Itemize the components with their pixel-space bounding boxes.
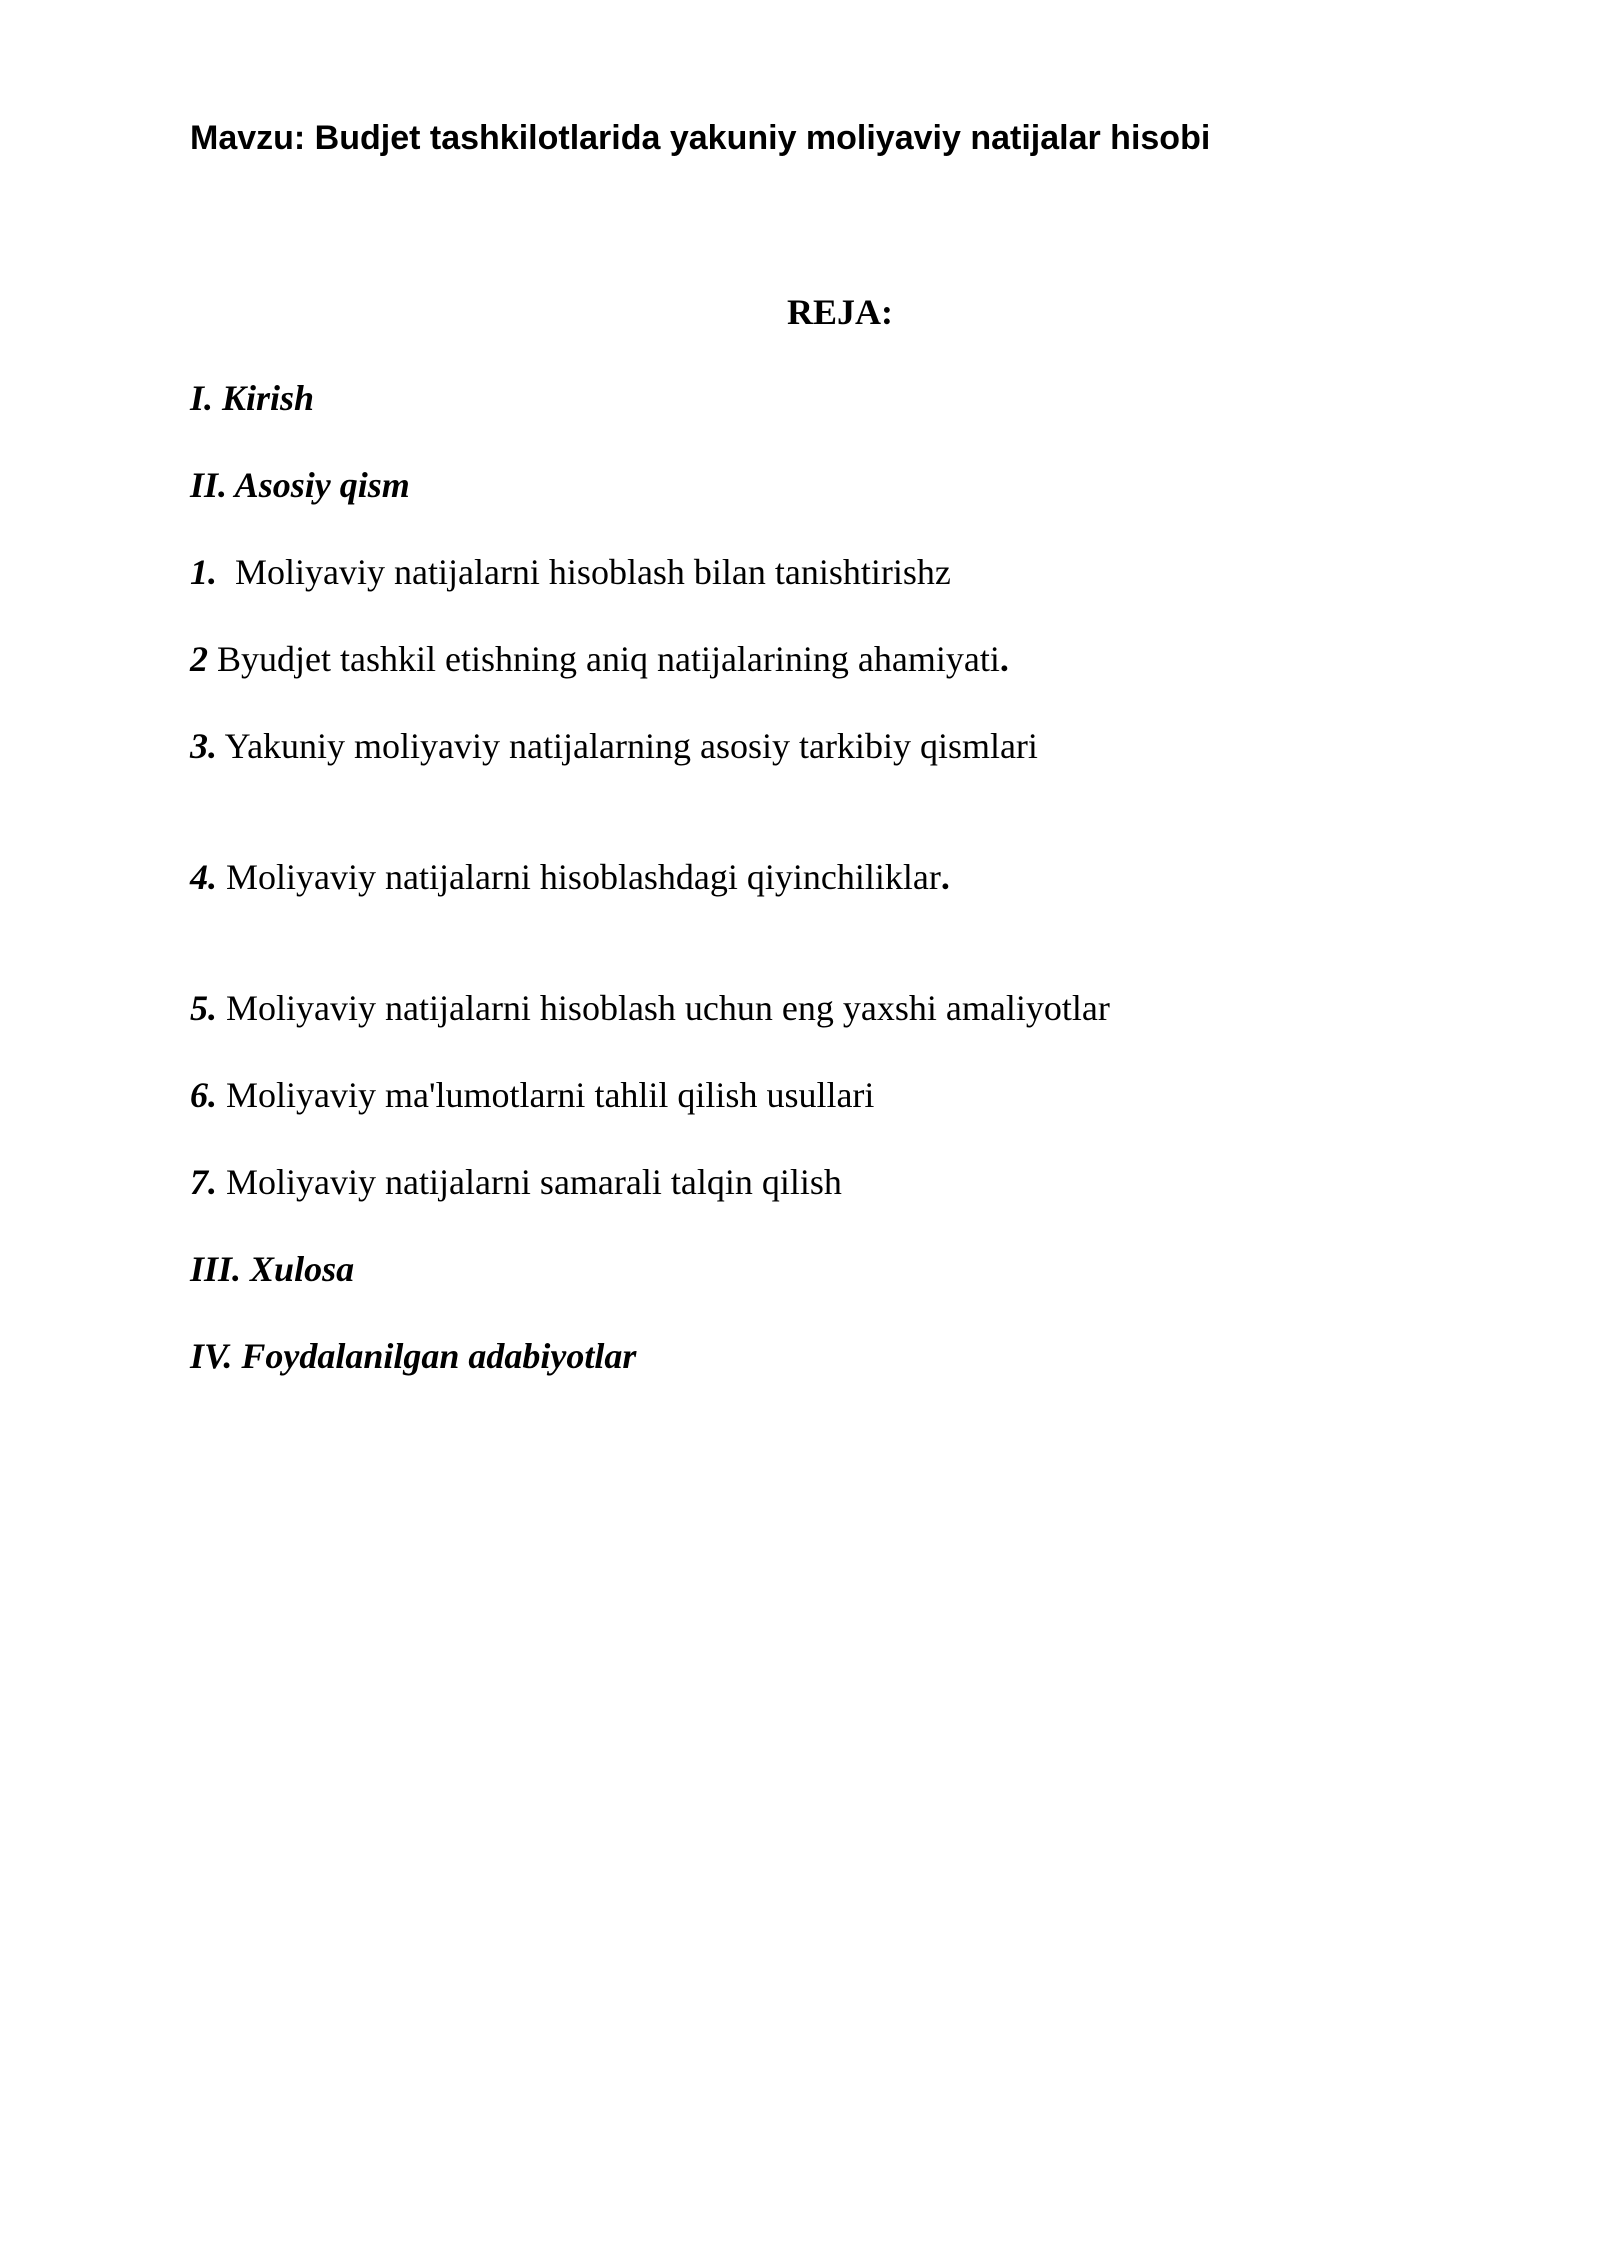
plan-item-number: 7. [190, 1162, 217, 1202]
plan-item-number: 5. [190, 988, 217, 1028]
plan-item-6 [190, 1073, 874, 1117]
plan-item-text: Byudjet tashkil etishning aniq natijalarining ahamiyati [217, 639, 1000, 679]
plan-item-2 [190, 637, 1009, 681]
document-title: Mavzu: Budjet tashkilotlarida yakuniy moliyaviy natijalar hisobi [190, 119, 1211, 157]
plan-item-number: 6. [190, 1075, 217, 1115]
plan-item-3 [190, 724, 1038, 768]
plan-item-text: Moliyaviy natijalarni hisoblash uchun eng yaxshi amaliyotlar [226, 988, 1110, 1028]
plan-item-number: 3. [190, 726, 217, 766]
section-intro: I. Kirish [190, 378, 315, 418]
plan-item-1 [190, 550, 951, 594]
section-main: II. Asosiy qism [190, 465, 410, 505]
plan-item-text: Moliyaviy ma'lumotlarni tahlil qilish usullari [226, 1075, 875, 1115]
section-conclusion: III. Xulosa [190, 1249, 355, 1289]
plan-item-text: Moliyaviy natijalarni hisoblash bilan tanishtirishz [235, 552, 951, 592]
section-references: IV. Foydalanilgan adabiyotlar [190, 1336, 637, 1376]
plan-item-text: Yakuniy moliyaviy natijalarning asosiy tarkibiy qismlari [224, 726, 1038, 766]
plan-heading: REJA: [787, 292, 893, 332]
plan-item-5 [190, 986, 1110, 1030]
plan-item-text: Moliyaviy natijalarni hisoblashdagi qiyinchiliklar [226, 857, 941, 897]
plan-item-text: Moliyaviy natijalarni samarali talqin qilish [226, 1162, 842, 1202]
plan-item-number: 2 [190, 639, 208, 679]
plan-item-number: 1. [190, 552, 217, 592]
plan-item-4 [190, 855, 950, 899]
plan-item-trailing: . [940, 857, 950, 897]
plan-item-7 [190, 1160, 842, 1204]
plan-item-trailing: . [999, 639, 1009, 679]
plan-item-number: 4. [190, 857, 217, 897]
